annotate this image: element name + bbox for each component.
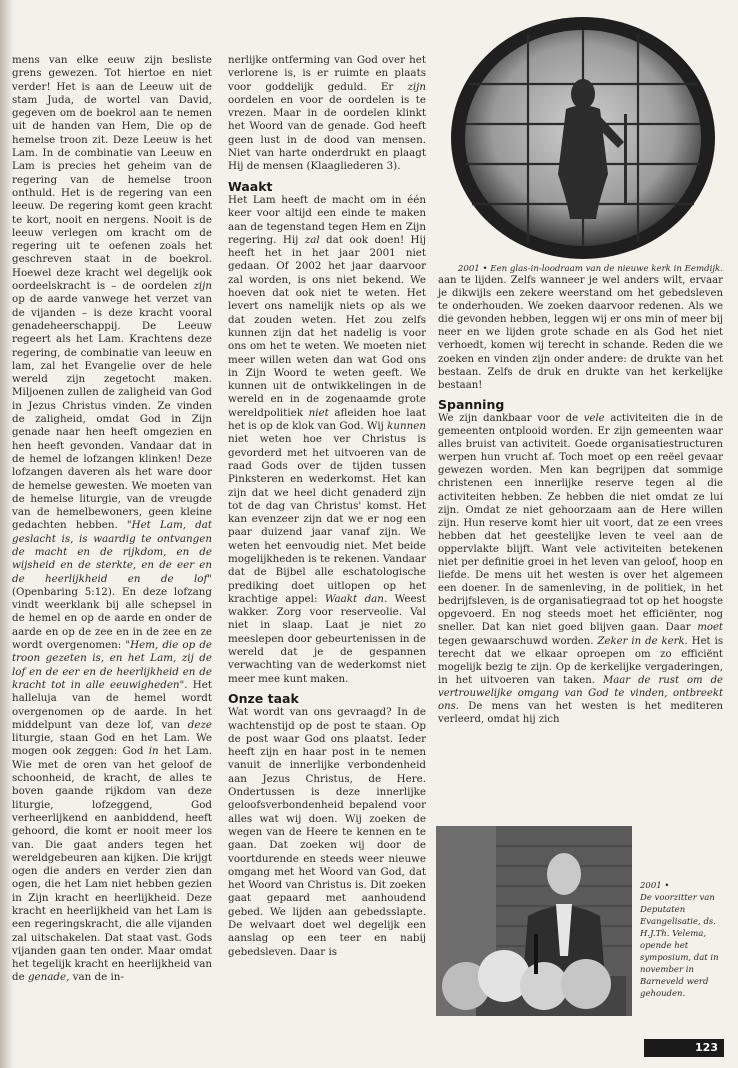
photo-caption-speaker [640,880,732,1000]
column-3-intro: aan te lijden. Zelfs wanneer je wel anders wilt, ervaar je dikwijls een zekere weerstand om het gebedsleven te onderhouden. We zoeken daarvoor redenen. Als we die gevonden hebben, leggen wij er ons min of meer bij neer en we lijden grote schade en als God het niet verhoedt, komen wij terecht in schande. Reden die we zoeken en vinden zijn onder andere: de drukte van het bestaan. Zelfs de druk en drukte van het kerkelijke bestaan! [438,275,723,391]
caption-year: 2001 • [640,881,670,891]
page-number: 123 [644,1039,724,1057]
column-2-intro: nerlijke ontferming van God over het verlorene is, is er ruimte en plaats voor goddelijk geduld. Er zijn oordelen en voor de oordelen is te vrezen. Maar in de oordelen klinkt het Woord van de genade. God heeft geen lust in de dood van mensen. Niet van harte onderdrukt en plaagt Hij de mensen (Klaagliederen 3). [228,54,426,173]
heading-waakt: Waakt [228,178,273,194]
column-1-text: mens van elke eeuw zijn besliste grens gewezen. Tot hiertoe en niet verder! Het is aan de Leeuw uit de stam Juda, de wortel van David, gegeven om de boekrol aan te nemen uit de handen van Hem, Die op de hemelse troon zit. Deze Leeuw is het Lam. In de combinatie van Leeuw en Lam is precies het geheim van de regering van de hemelse troon onthuld. Het is de regering van een leeuw. De regering komt geen kracht te kort, nooit en nergens. Nooit is de leeuw verlegen om kracht om de regering uit te oefenen zoals het geschreven staat in de boekrol. Hoewel deze kracht wel degelijk ook oordeelskracht is – de oordelen zijn op de aarde vanwege het verzet van de vijanden – is deze kracht vooral genadeheerschappij. De Leeuw regeert als het Lam. Krachtens deze regering, de combinatie van leeuw en lam, zal het Evangelie over de hele wereld zijn zegetocht maken. Miljoenen zullen de zaligheid van God in Jezus Christus vinden. Ze vinden de zaligheid, omdat God in Zijn genade naar hen heeft omgezien en hen heeft gevonden. Vandaar dat in de hemel de lofzangen klinken! Deze lofzangen daveren als het ware door de hemelse gewesten. We moeten van de hemelse liturgie, van de vreugde van de hemelbewoners, geen kleine gedachten hebben. "Het Lam, dat geslacht is, is waardig te ontvangen de macht en de rijkdom, en de wijsheid en de sterkte, en de eer en de heerlijkheid en de lof" (Openbaring 5:12). En deze lofzang vindt weerklank bij alle schepsel in de hemel en op de aarde en onder de aarde en op de zee en in de zee en ze wordt overgenomen: "Hem, die op de troon gezeten is, en het Lam, zij de lof en de eer en de heerlijkheid en de kracht tot in alle eeuwigheden". Het halleluja van de hemel wordt overgenomen op de aarde. In het middelpunt van deze lof, van deze liturgie, staan God en het Lam. We mogen ook zeggen: God in het Lam. Wie met de oren van het geloof de schoonheid, de kracht, de alles te boven gaande rijkdom van deze liturgie, lofzeggend, God verheerlijkend en aanbiddend, heeft gehoord, die komt er nooit meer los van. Die gaat anders tegen het wereldgebeuren aan kijken. Die krijgt ogen die anders en verder zien dan ogen, die het Lam niet hebben gezien in Zijn kracht en heerlijkheid. Deze kracht en heerlijkheid van het Lam is een regeringskracht, die alle vijanden zal uitschakelen. Dat staat vast. Gods vijanden gaan ten onder. Maar omdat het tegelijk kracht en heerlijkheid van de genade, van de in- [12,54,213,984]
section-spanning-text: We zijn dankbaar voor de vele activiteiten die in de gemeenten ontplooid worden. Er zijn gemeenten waar alles bruist van activiteit. Goede organisatiestructuren werpen hun vrucht af. Toch moet op een reëel gevaar gewezen worden. Men kan begrijpen dat sommige christenen een innerlijke reserve tegen al die activiteiten hebben. Ze hebben die niet omdat ze lui zijn. Omdat ze niet gehoorzaam aan de Here willen zijn. Hun reserve komt hier uit voort, dat ze een vrees hebben dat het geestelijke leven te veel aan de oppervlakte blijft. Want vele activiteiten betekenen niet per definitie groei in het leven van geloof, hoop en liefde. De mens uit het westen is over het algemeen een doener. In de samenleving, in de politiek, in het bedrijfsleven, is de organisatiegraad tot op het hoogste opgevoerd. En nog steeds moet het efficiënter, nog sneller. Dat kan niet goed blijven gaan. Daar moet tegen gewaarschuwd worden. Zeker in de kerk. Het is terecht dat we elkaar oproepen om zo efficiënt mogelijk bezig te zijn. Op de kerkelijke vergaderingen, in het uitvoeren van taken. Maar de rust om de vertrouwelijke omgang van God te vinden, ontbreekt ons. De mens van het westen is het mediteren verleerd, omdat hij zich [438,412,724,726]
heading-onze-taak: Onze taak [228,690,299,706]
heading-spanning: Spanning [438,396,505,412]
stained-glass-window-photo [448,14,718,262]
text-column-1 [12,54,212,985]
text-column-2 [228,54,426,959]
photo-caption-window: 2001 • Een glas-in-loodraam van de nieuwe kerk in Eemdijk. [457,264,723,274]
text-column-3 [438,274,723,726]
symposium-speaker-photo [436,826,632,1016]
section-onze-taak-text: Wat wordt van ons gevraagd? In de wachtenstijd op de post te staan. Op de post waar God ons plaatst. Ieder heeft zijn en haar post in te nemen vanuit de innerlijke verbondenheid aan Jezus Christus, de Here. Ondertussen is deze innerlijke geloofsverbondenheid bepalend voor alles wat wij doen. Wij zoeken de wegen van de Heere te kennen en te gaan. Dat zoeken wij door de voortdurende en steeds weer nieuwe omgang met het Woord van God, dat het Woord van Christus is. Dit zoeken gaat gepaard met aanhoudend gebed. We lijden aan gebedsslapte. De welvaart doet wel degelijk een aanslag op een teer en nabij gebedsleven. Daar is [228,706,426,958]
section-waakt-text: Het Lam heeft de macht om in één keer voor altijd een einde te maken aan de tegenstand tegen Hem en Zijn regering. Hij zal dat ook doen! Hij heeft het in het jaar 2001 niet gedaan. Of 2002 het jaar daarvoor zal worden, is ons niet bekend. We hoeven dat ook niet te weten. Het levert ons namelijk niets op als we dat zouden weten. Het zou zelfs kunnen zijn dat het nadelig is voor ons om het te weten. We moeten niet meer willen weten dan wat God ons in Zijn Woord te weten geeft. We kunnen uit de ontwikkelingen in de wereld en in de zogenaamde grote wereldpolitiek niet afleiden hoe laat het is op de klok van God. Wij kunnen niet weten hoe ver Christus is gevorderd met het uitvoeren van de raad Gods over de tijden tussen Pinksteren en wederkomst. Het kan zijn dat we heel dicht genaderd zijn tot de dag van Christus' komst. Het kan evenzeer zijn dat we er nog een paar duizend jaar vanaf zijn. We weten het eenvoudig niet. Met beide mogelijkheden is te rekenen. Vandaar dat de Bijbel alle eschatologische prediking doet uitlopen op het krachtige appel: Waakt dan. Weest wakker. Zorg voor reserveolie. Val niet in slaap. Laat je niet zo meeslepen door gebeurtenissen in de wereld dat je de gespannen verwachting van de wederkomst niet meer mee kunt maken. [228,193,426,685]
caption-text: De voorzitter van Deputaten Evangelisatie, ds. H.J.Th. Velema, opende het symposium, dat in november in Barneveld werd gehouden. [640,893,719,999]
